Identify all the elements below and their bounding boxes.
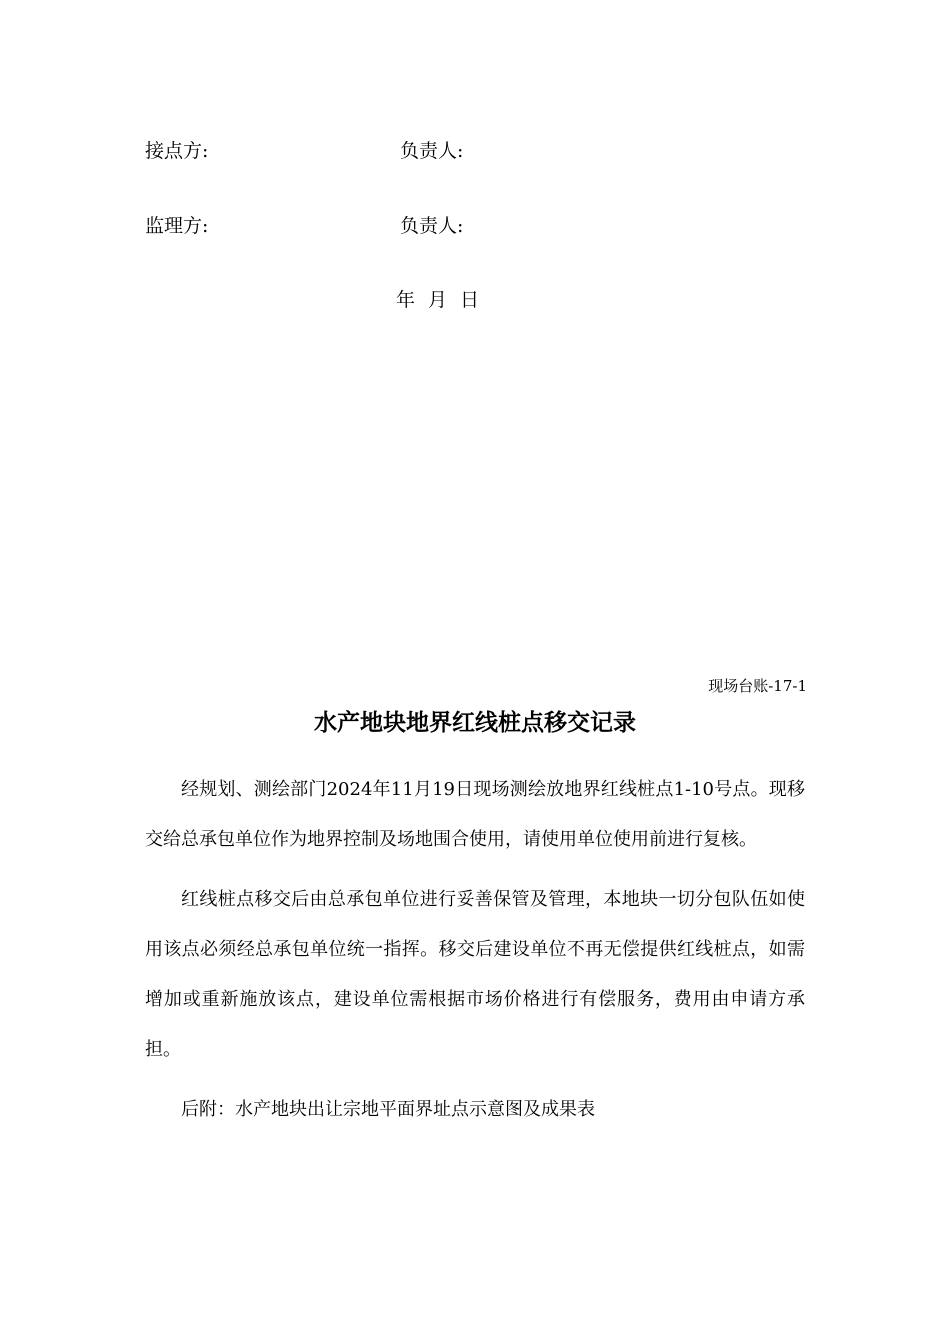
body-paragraph: 经规划、测绘部门2024年11月19日现场测绘放地界红线桩点1-10号点。现移交给总承包单位作为地界控制及场地围合使用，请使用单位使用前进行复核。 xyxy=(145,779,805,850)
date-day-label: 日 xyxy=(460,289,480,311)
supervisor-person-label: 负责人: xyxy=(400,215,464,237)
attachment-note: 后附：水产地块出让宗地平面界址点示意图及成果表 xyxy=(181,1099,595,1120)
reference-code: 现场台账-17-1 xyxy=(708,677,807,695)
date-month-label: 月 xyxy=(428,289,448,311)
receiver-person-label: 负责人: xyxy=(400,140,464,162)
receiver-label: 接点方: xyxy=(145,140,209,162)
date-line xyxy=(396,285,492,315)
supervisor-signature-row xyxy=(145,211,805,241)
document-body xyxy=(145,765,805,1145)
document-title: 水产地块地界红线桩点移交记录 xyxy=(314,709,636,736)
supervisor-label: 监理方: xyxy=(145,215,209,237)
body-paragraph: 红线桩点移交后由总承包单位进行妥善保管及管理，本地块一切分包队伍如使用该点必须经总承包单位统一指挥。移交后建设单位不再无偿提供红线桩点，如需增加或重新施放该点，建设单位需根据市场价格进行有偿服务，费用由申请方承担。 xyxy=(145,889,805,1060)
date-year-label: 年 xyxy=(396,289,416,311)
receiver-signature-row xyxy=(145,136,805,166)
